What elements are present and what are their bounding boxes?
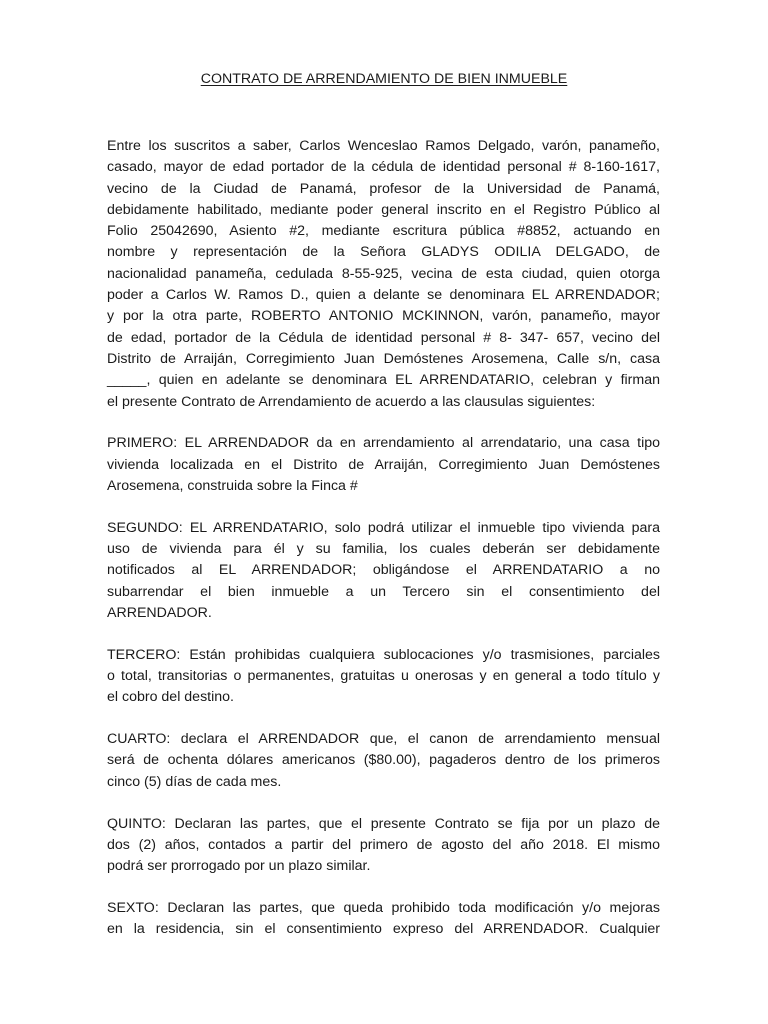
clause-tercero: [107, 645, 660, 709]
text-line: cinco (5) días de cada mes.: [107, 773, 282, 790]
text-line: podrá ser prorrogado por un plazo similar.: [107, 858, 371, 875]
text-line: Folio 25042690, Asiento #2, mediante escritura pública #8852, actuando en: [107, 223, 660, 240]
text-line: el presente Contrato de Arrendamiento de acuerdo a las clausulas siguientes:: [107, 393, 596, 410]
text-line: CUARTO: declara el ARRENDADOR que, el canon de arrendamiento mensual: [107, 731, 660, 748]
clause-primero: [107, 433, 660, 497]
clause-sexto: [107, 898, 660, 941]
text-line: Distrito de Arraiján, Corregimiento Juan Demóstenes Arosemena, Calle s/n, casa: [107, 350, 660, 367]
text-line: y por la otra parte, ROBERTO ANTONIO MCKINNON, varón, panameño, mayor: [107, 308, 660, 325]
text-line: ARRENDADOR.: [107, 604, 212, 621]
text-line: SEGUNDO: EL ARRENDATARIO, solo podrá utilizar el inmueble tipo vivienda para: [107, 519, 660, 536]
document-title: CONTRATO DE ARRENDAMIENTO DE BIEN INMUEBLE: [200, 71, 568, 87]
text-line: vivienda localizada en el Distrito de Arraiján, Corregimiento Juan Demóstenes: [107, 456, 660, 473]
text-line: PRIMERO: EL ARRENDADOR da en arrendamiento al arrendatario, una casa tipo: [107, 435, 660, 452]
text-line: nombre y representación de la Señora GLADYS ODILIA DELGADO, de: [107, 244, 660, 261]
clause-cuarto: [107, 729, 660, 793]
clause-segundo: [107, 518, 660, 624]
clause-quinto: [107, 814, 660, 878]
text-line: en la residencia, sin el consentimiento expreso del ARRENDADOR. Cualquier: [107, 921, 660, 938]
text-line: notificados al EL ARRENDADOR; obligándose el ARRENDATARIO a no: [107, 562, 660, 579]
text-line: vecino de la Ciudad de Panamá, profesor de la Universidad de Panamá,: [107, 180, 660, 197]
text-line: uso de vivienda para él y su familia, los cuales deberán ser debidamente: [107, 541, 660, 558]
text-line: _____, quien en adelante se denominara EL ARRENDATARIO, celebran y firman: [107, 372, 660, 389]
text-line: casado, mayor de edad portador de la cédula de identidad personal # 8-160-1617,: [107, 159, 660, 176]
text-line: dos (2) años, contados a partir del primero de agosto del año 2018. El mismo: [107, 836, 660, 853]
text-line: poder a Carlos W. Ramos D., quien a delante se denominara EL ARRENDADOR;: [107, 287, 660, 304]
text-line: o total, transitorias o permanentes, gratuitas u onerosas y en general a todo título y: [107, 668, 660, 685]
text-line: nacionalidad panameña, cedulada 8-55-925, vecina de esta ciudad, quien otorga: [107, 265, 660, 282]
text-line: subarrendar el bien inmueble a un Tercero sin el consentimiento del: [107, 583, 660, 600]
text-line: debidamente habilitado, mediante poder general inscrito en el Registro Público al: [107, 201, 660, 218]
text-line: TERCERO: Están prohibidas cualquiera sublocaciones y/o trasmisiones, parciales: [107, 646, 660, 663]
text-line: SEXTO: Declaran las partes, que queda prohibido toda modificación y/o mejoras: [107, 899, 660, 916]
document-body: [107, 136, 660, 961]
text-line: el cobro del destino.: [107, 689, 234, 706]
text-line: Arosemena, construida sobre la Finca #: [107, 477, 358, 494]
text-line: Entre los suscritos a saber, Carlos Wenceslao Ramos Delgado, varón, panameño,: [107, 138, 660, 154]
text-line: será de ochenta dólares americanos ($80.00), pagaderos dentro de los primeros: [107, 752, 660, 769]
text-line: QUINTO: Declaran las partes, que el presente Contrato se fija por un plazo de: [107, 815, 660, 832]
text-line: de edad, portador de la Cédula de identidad personal # 8- 347- 657, vecino del: [107, 329, 660, 346]
paragraph-parties: [107, 136, 660, 413]
